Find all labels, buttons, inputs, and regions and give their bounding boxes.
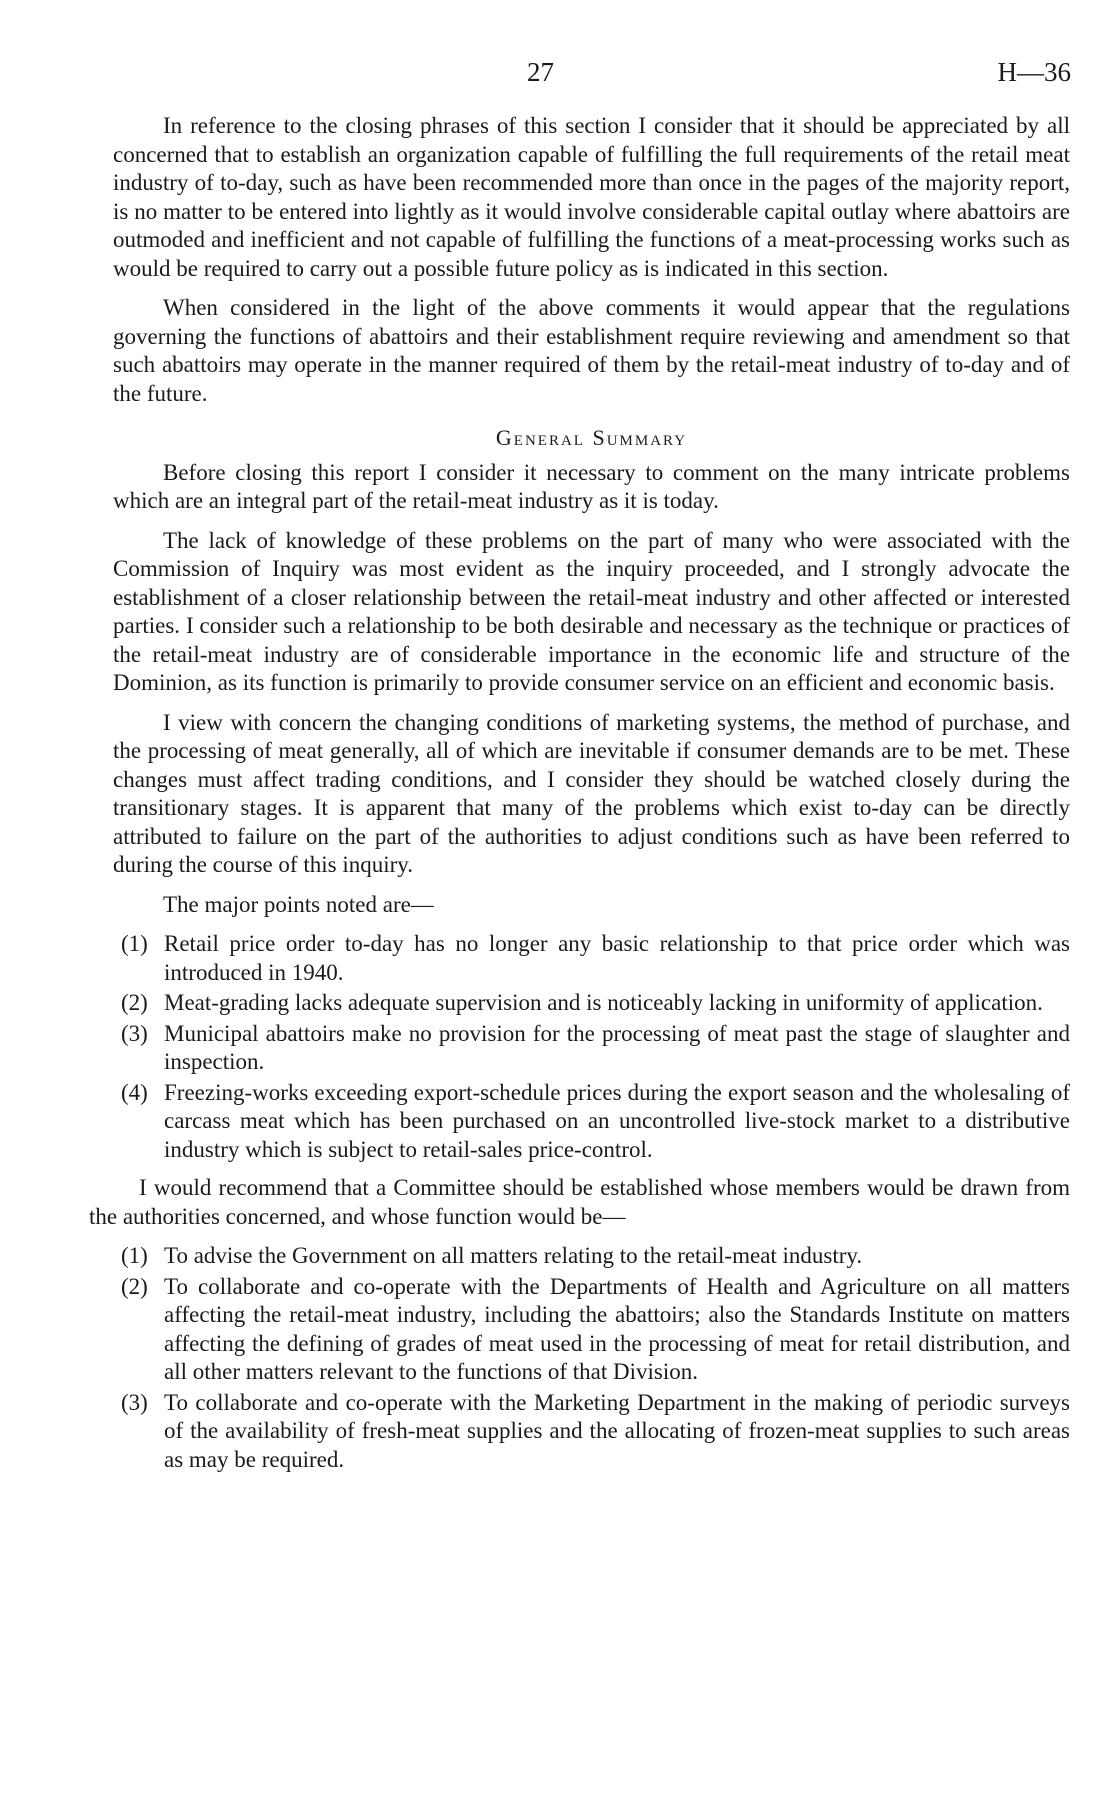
list-item-text: To collaborate and co-operate with the Marketing Department in the making of periodic surveys of the availability of fresh-meat supplies and the allocating of frozen-meat supplies to such areas as may be required. [164,1389,1070,1472]
paragraph: In reference to the closing phrases of this section I consider that it should be appreciated by all concerned that to establish an organization capable of fulfilling the full requirements of the retail meat industry of to-day, such as have been recommended more than once in the pages of the majority report, is no matter to be entered into lightly as it would involve considerable capital outlay where abattoirs are outmoded and inefficient and not capable of fulfilling the functions of a meat-processing works such as would be required to carry out a possible future policy as is indicated in this section. [113,113,1070,281]
paragraph: I would recommend that a Committee should be established whose members would be drawn from the authorities concerned, and whose function would be— [89,1175,1070,1229]
list-item [113,1242,1070,1271]
list-item-text: Meat-grading lacks adequate supervision and is noticeably lacking in uniformity of application. [164,990,1043,1015]
list-item-text: Freezing-works exceeding export-schedule prices during the export season and the wholesaling of carcass meat which has been purchased on an uncontrolled live-stock market to a distributive industry which is subject to retail-sales price-control. [164,1079,1070,1162]
list-item-text: To advise the Government on all matters relating to the retail-meat industry. [164,1243,863,1268]
paragraph: The major points noted are— [163,891,434,917]
list-item-number: (3) [121,1020,148,1046]
list-item-number: (3) [121,1389,148,1415]
list-item-number: (2) [121,990,148,1015]
section-heading: General Summary [495,425,688,450]
list-item [113,1389,1070,1475]
list-item-number: (4) [121,1079,148,1105]
list-item-text: Municipal abattoirs make no provision for the processing of meat past the stage of slaughter and inspection. [164,1020,1070,1074]
document-reference: H—36 [997,57,1071,87]
paragraph: When considered in the light of the above comments it would appear that the regulations governing the functions of abattoirs and their establishment require reviewing and amendment so that such abattoirs may operate in the manner required of them by the retail-meat industry of to-day and of the future. [113,295,1070,406]
list-item-number: (2) [121,1273,148,1299]
page-number: 27 [527,57,554,87]
list-item [113,1079,1070,1165]
list-item-text: To collaborate and co-operate with the Departments of Health and Agriculture on all matters affecting the retail-meat industry, including the abattoirs; also the Standards Institute on matters affecting the defining of grades of meat used in the processing of meat for retail distribution, and all other matters relevant to the functions of that Division. [164,1273,1070,1384]
list-item [113,1020,1070,1077]
list-item-number: (1) [121,1243,148,1268]
list-item [113,1273,1070,1387]
major-points-list [113,930,1070,1164]
paragraph: I view with concern the changing conditions of marketing systems, the method of purchase, and the processing of meat generally, all of which are inevitable if consumer demands are to be met. These changes must affect trading conditions, and I consider they should be watched closely during the transitionary stages. It is apparent that many of the problems which exist to-day can be directly attributed to failure on the part of the authorities to adjust conditions such as have been referred to during the course of this inquiry. [113,709,1070,877]
document-body [89,112,1070,1484]
paragraph: The lack of knowledge of these problems on the part of many who were associated with the Commission of Inquiry was most evident as the inquiry proceeded, and I strongly advocate the establishment of a closer relationship between the retail-meat industry and other affected or interested parties. I consider such a relationship to be both desirable and necessary as the technique or practices of the retail-meat industry are of considerable importance in the economic life and structure of the Dominion, as its function is primarily to provide consumer service on an efficient and economic basis. [113,527,1070,695]
list-item-text: Retail price order to-day has no longer any basic relationship to that price order which was introduced in 1940. [164,931,1070,985]
paragraph: Before closing this report I consider it necessary to comment on the many intricate problems which are an integral part of the retail-meat industry as it is today. [113,459,1070,513]
list-item [113,930,1070,987]
committee-functions-list [113,1242,1070,1474]
list-item [113,989,1070,1018]
list-item-number: (1) [121,931,148,956]
